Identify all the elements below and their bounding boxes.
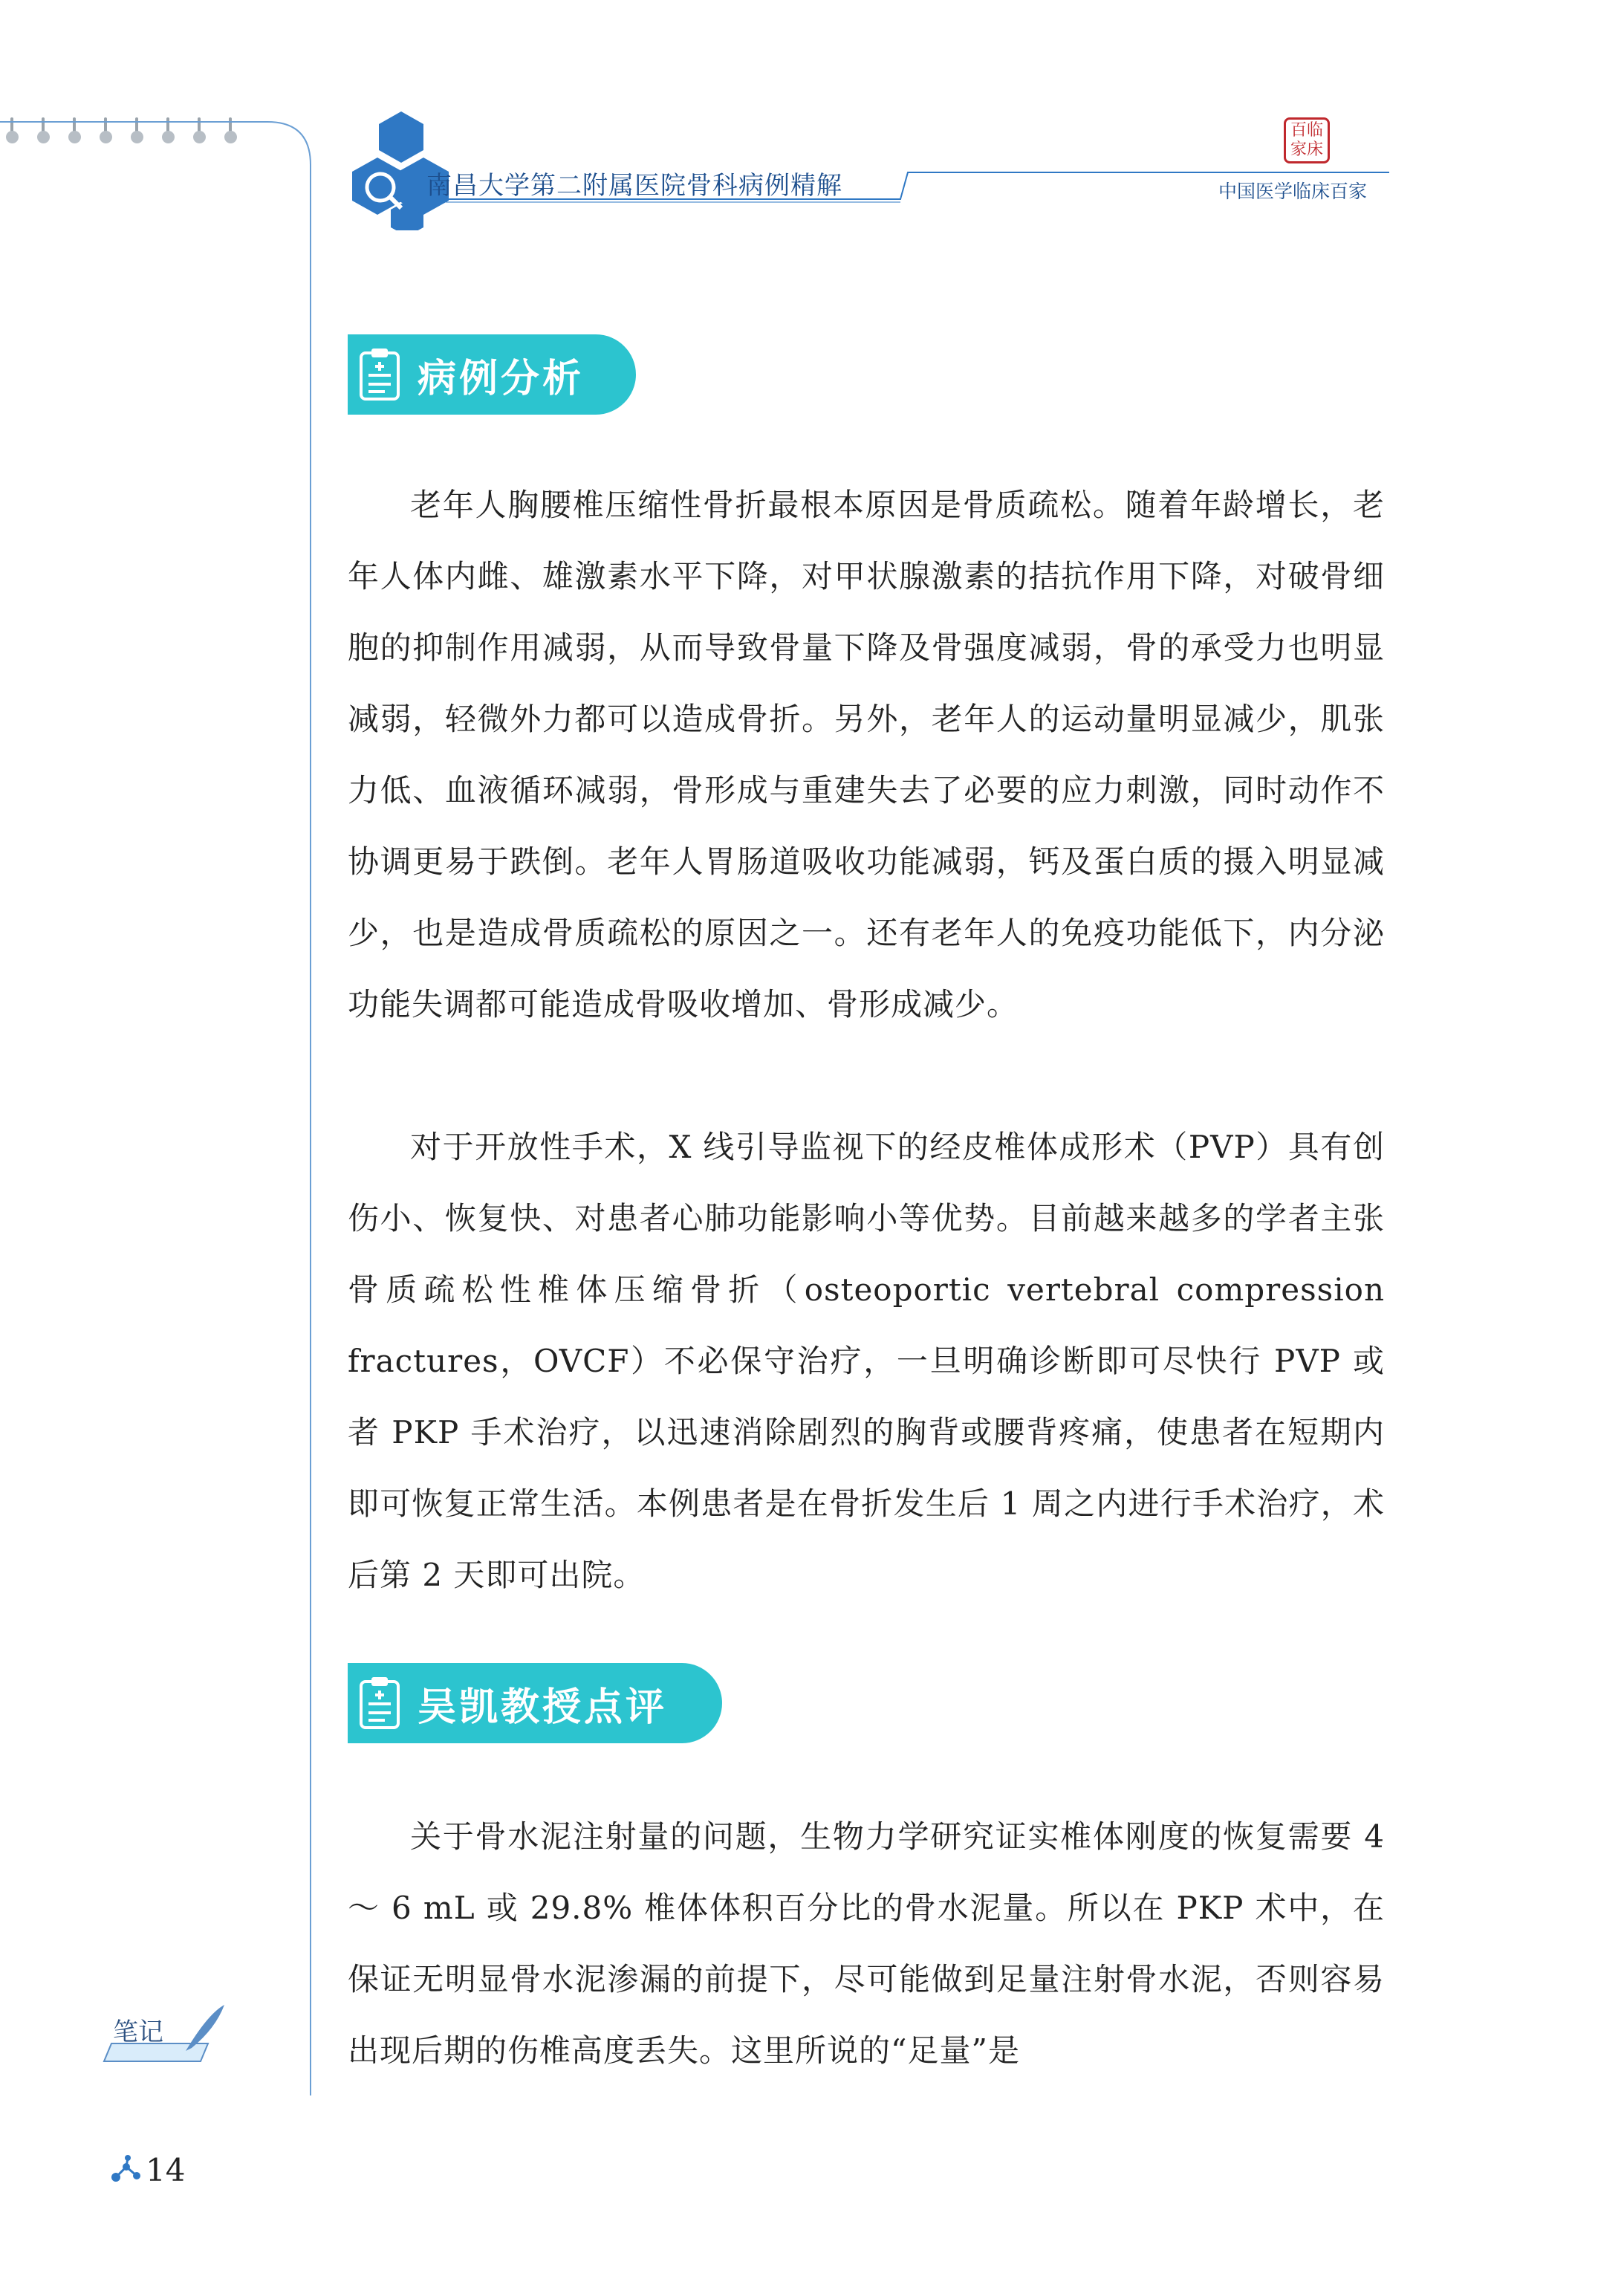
- hex-top: [379, 111, 423, 163]
- page-number: 14: [146, 2152, 186, 2188]
- section-heading-expert-review: [348, 1663, 722, 1743]
- section-title: 吴凯教授点评: [418, 1685, 668, 1730]
- paragraph: 对于开放性手术，X 线引导监视下的经皮椎体成形术（PVP）具有创伤小、恢复快、对患者心肺功能影响小等优势。目前越来越多的学者主张骨质疏松性椎体压缩骨折（osteoportic vertebral compression fractures，OVCF）不必保守治疗，一旦明确诊断即可尽快行 PVP 或者 PKP 手术治疗，以迅速消除剧烈的胸背或腰背疼痛，使患者在短期内即可恢复正常生活。本例患者是在骨折发生后 1 周之内进行手术治疗，术后第 2 天即可出院。: [348, 1129, 1385, 1593]
- paragraph: 老年人胸腰椎压缩性骨折最根本原因是骨质疏松。随着年龄增长，老年人体内雌、雄激素水平下降，对甲状腺激素的拮抗作用下降，对破骨细胞的抑制作用减弱，从而导致骨量下降及骨强度减弱，骨的承受力也明显减弱，轻微外力都可以造成骨折。另外，老年人的运动量明显减少，肌张力低、血液循环减弱，骨形成与重建失去了必要的应力刺激，同时动作不协调更易于跌倒。老年人胃肠道吸收功能减弱，钙及蛋白质的摄入明显减少，也是造成骨质疏松的原因之一。还有老年人的免疫功能低下，内分泌功能失调都可能造成骨吸收增加、骨形成减少。: [348, 487, 1385, 1022]
- section-heading-case-analysis: [348, 334, 636, 415]
- notes-label: 笔记: [113, 2017, 163, 2047]
- series-name: 中国医学临床百家: [1218, 181, 1368, 202]
- margin-line: [0, 111, 327, 2103]
- notes-emblem: [97, 1999, 230, 2073]
- paragraph: 关于骨水泥注射量的问题，生物力学研究证实椎体刚度的恢复需要 4 ～ 6 mL 或 29.8% 椎体体积百分比的骨水泥量。所以在 PKP 术中，在保证无明显骨水泥渗漏的前提下，尽可能做到足量注射骨水泥，否则容易出现后期的伤椎高度丢失。这里所说的“足量”是: [348, 1818, 1385, 2069]
- section-title: 病例分析: [418, 356, 585, 401]
- molecule-icon: [110, 2155, 143, 2188]
- clipboard-icon: [358, 1676, 401, 1731]
- clipboard-icon: [358, 347, 401, 402]
- book-title: 南昌大学第二附属医院骨科病例精解: [426, 171, 842, 201]
- series-seal: 百临家床: [1284, 117, 1330, 163]
